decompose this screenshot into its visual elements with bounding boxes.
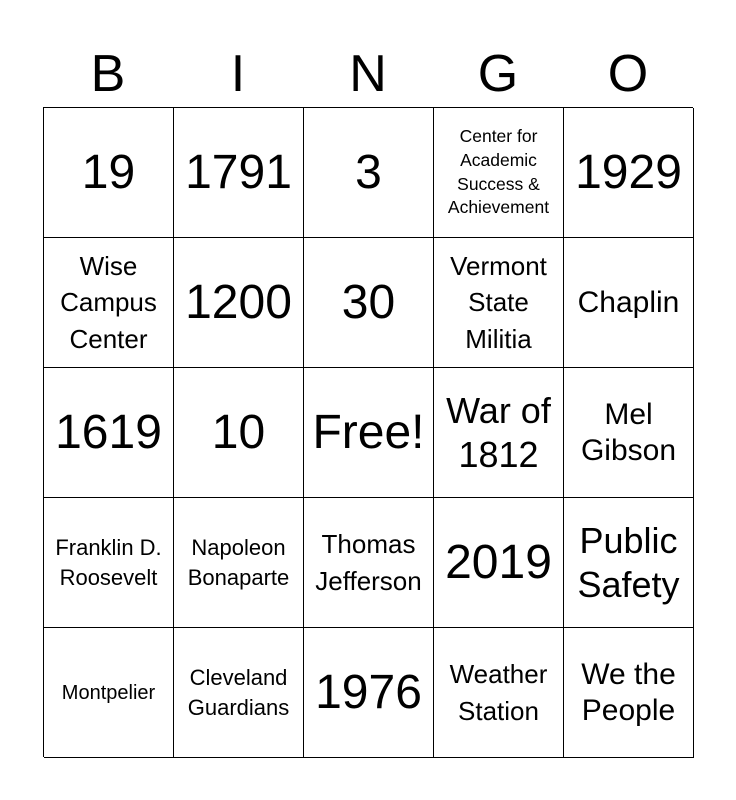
bingo-cell[interactable]: Wise Campus Center bbox=[44, 238, 174, 368]
header-letter-n: N bbox=[349, 45, 387, 103]
header-letter-b: B bbox=[90, 45, 126, 103]
bingo-cell[interactable]: 3 bbox=[304, 108, 434, 238]
free-space-cell[interactable]: Free! bbox=[304, 368, 434, 498]
bingo-cell[interactable]: 1619 bbox=[44, 368, 174, 498]
bingo-cell[interactable]: Chaplin bbox=[564, 238, 694, 368]
bingo-cell[interactable]: 1791 bbox=[174, 108, 304, 238]
bingo-cell[interactable]: Montpelier bbox=[44, 628, 174, 758]
bingo-cell[interactable]: 1929 bbox=[564, 108, 694, 238]
bingo-cell[interactable]: Franklin D. Roosevelt bbox=[44, 498, 174, 628]
bingo-board bbox=[43, 107, 693, 757]
header-letter-i: I bbox=[230, 45, 246, 103]
bingo-cell[interactable]: Public Safety bbox=[564, 498, 694, 628]
header-letter-g: G bbox=[477, 45, 519, 103]
bingo-cell[interactable]: Vermont State Militia bbox=[434, 238, 564, 368]
bingo-cell[interactable]: Center for Academic Success & Achievement bbox=[434, 108, 564, 238]
bingo-cell[interactable]: 19 bbox=[44, 108, 174, 238]
bingo-cell[interactable]: War of 1812 bbox=[434, 368, 564, 498]
bingo-cell[interactable]: 1200 bbox=[174, 238, 304, 368]
bingo-header bbox=[43, 40, 693, 108]
header-letter-o: O bbox=[607, 45, 649, 103]
bingo-cell[interactable]: Napoleon Bonaparte bbox=[174, 498, 304, 628]
bingo-cell[interactable]: We the People bbox=[564, 628, 694, 758]
bingo-cell[interactable]: 10 bbox=[174, 368, 304, 498]
bingo-cell[interactable]: 1976 bbox=[304, 628, 434, 758]
bingo-cell[interactable]: Thomas Jefferson bbox=[304, 498, 434, 628]
bingo-cell[interactable]: Cleveland Guardians bbox=[174, 628, 304, 758]
bingo-cell[interactable]: 30 bbox=[304, 238, 434, 368]
bingo-cell[interactable]: 2019 bbox=[434, 498, 564, 628]
bingo-cell[interactable]: Weather Station bbox=[434, 628, 564, 758]
bingo-cell[interactable]: Mel Gibson bbox=[564, 368, 694, 498]
